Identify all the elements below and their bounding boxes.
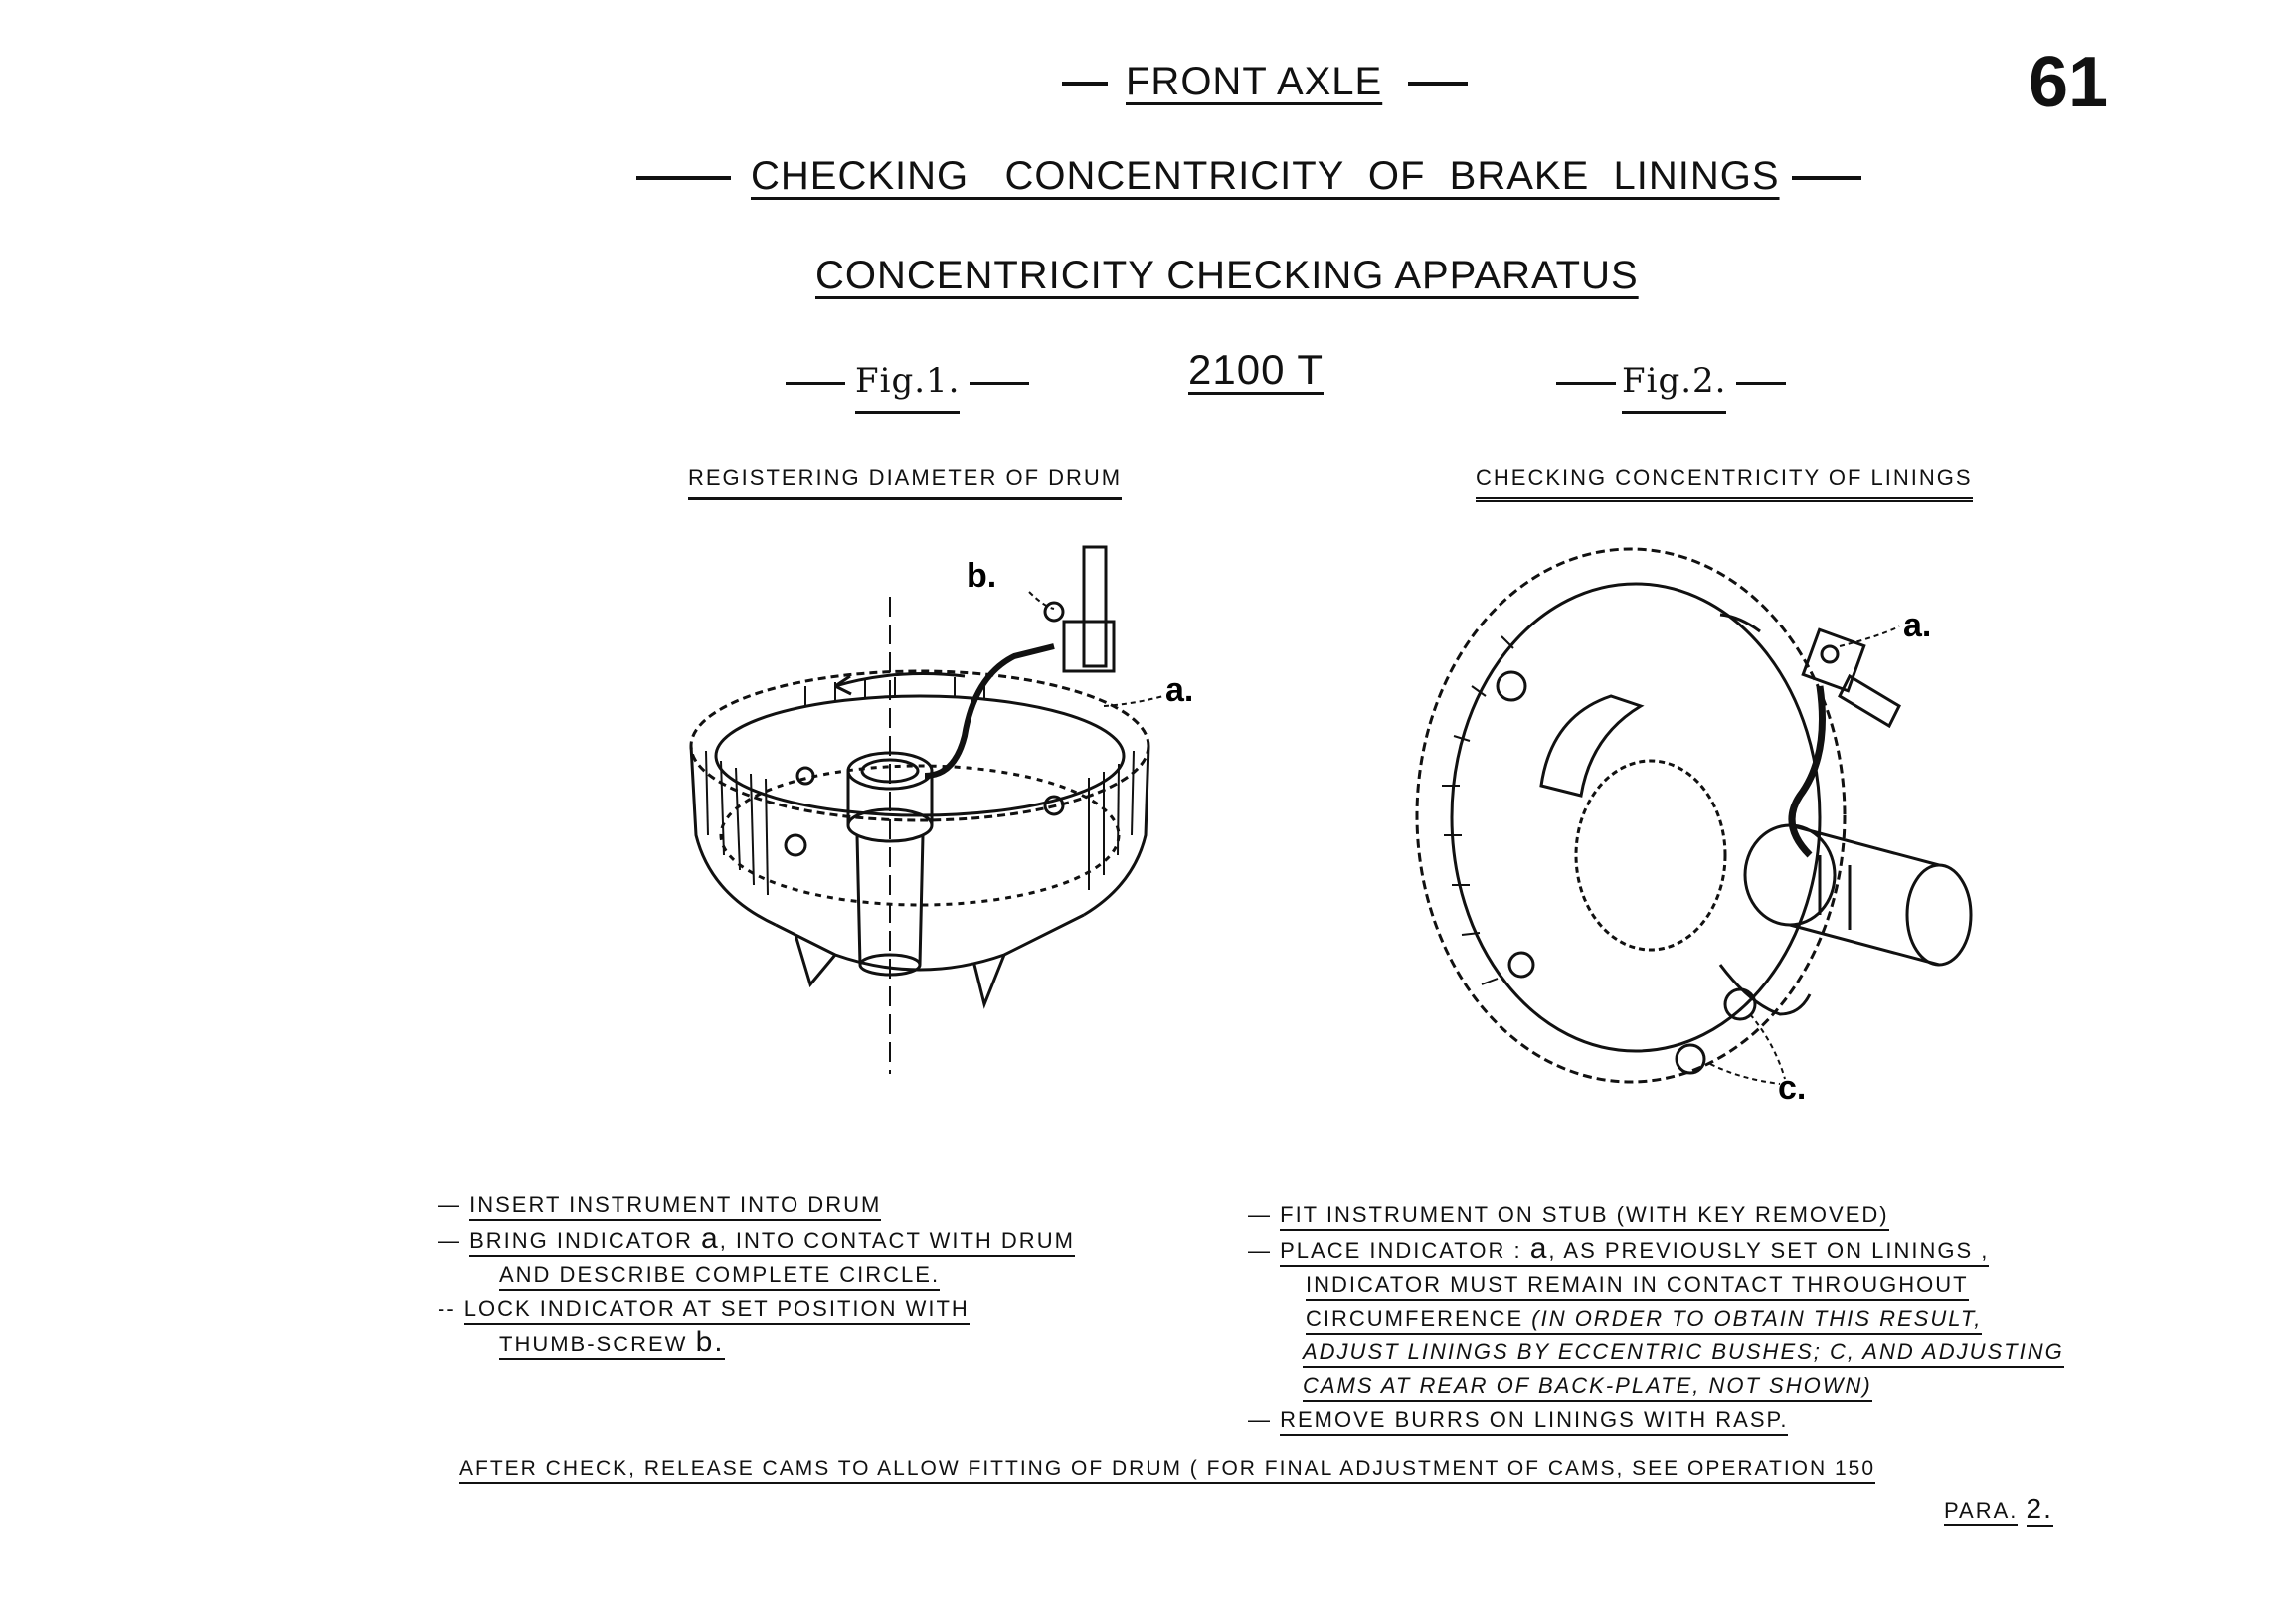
fig2-instruction-6: CAMS AT REAR OF BACK-PLATE, NOT SHOWN) (1248, 1369, 2064, 1403)
fig2-instructions (1248, 1198, 2064, 1437)
fig1-label-row (786, 361, 1029, 401)
footer-line-1: AFTER CHECK, RELEASE CAMS TO ALLOW FITTING OF DRUM ( FOR FINAL ADJUSTMENT OF CAMS, SEE OPERATION 150 (459, 1457, 1875, 1484)
fig2-instruction-1: — FIT INSTRUMENT ON STUB (WITH KEY REMOVED) (1248, 1198, 2064, 1232)
main-title-row (636, 154, 1861, 199)
fig2-instruction-4: CIRCUMFERENCE (IN ORDER TO OBTAIN THIS RESULT, (1248, 1302, 2064, 1336)
fig1-instructions (438, 1188, 1075, 1361)
fig2-instruction-3: INDICATOR MUST REMAIN IN CONTACT THROUGHOUT (1248, 1268, 2064, 1302)
fig2-callout-c: c. (1778, 1069, 1807, 1107)
fig1-caption: REGISTERING DIAMETER OF DRUM (688, 465, 1122, 500)
fig1-callout-a: a. (1165, 671, 1194, 709)
fig1-instruction-3: AND DESCRIBE COMPLETE CIRCLE. (438, 1258, 1075, 1292)
footer-para-label: PARA. (1944, 1498, 2018, 1526)
fig1-label: Fig.1. (855, 361, 960, 414)
fig1-instruction-4: -- LOCK INDICATOR AT SET POSITION WITH (438, 1292, 1075, 1326)
section-title-row (1062, 60, 1468, 104)
fig2-instruction-7: — REMOVE BURRS ON LININGS WITH RASP. (1248, 1403, 2064, 1437)
fig2-label-row (1556, 361, 1786, 401)
fig1-instruction-2: — BRING INDICATOR a, INTO CONTACT WITH DRUM (438, 1222, 1075, 1255)
fig2-instruction-5: ADJUST LININGS BY ECCENTRIC BUSHES; C, AND ADJUSTING (1248, 1336, 2064, 1369)
fig2-backplate-illustration (1382, 537, 2058, 1114)
footer-para (1944, 1492, 2053, 1527)
fig1-drum-illustration (636, 537, 1253, 1094)
fig2-caption: CHECKING CONCENTRICITY OF LININGS (1476, 465, 1973, 502)
footer-note (459, 1452, 1875, 1486)
fig1-callout-b: b. (967, 557, 997, 595)
fig1-instruction-1: — INSERT INSTRUMENT INTO DRUM (438, 1188, 1075, 1222)
tool-number: 2100 T (1188, 346, 1324, 393)
fig2-callout-a: a. (1903, 607, 1932, 644)
fig1-instruction-5: THUMB-SCREW b. (499, 1326, 725, 1358)
fig2-label: Fig.2. (1622, 361, 1726, 414)
section-title: FRONT AXLE (1126, 60, 1383, 103)
page-number: 61 (2029, 43, 2109, 122)
subtitle: CONCENTRICITY CHECKING APPARATUS (815, 254, 1639, 297)
main-title: CHECKING CONCENTRICITY OF BRAKE LININGS (751, 154, 1780, 198)
footer-para-value: 2. (2027, 1493, 2053, 1527)
fig2-instruction-2: — PLACE INDICATOR : a, AS PREVIOUSLY SET ON LININGS , (1248, 1232, 1990, 1265)
